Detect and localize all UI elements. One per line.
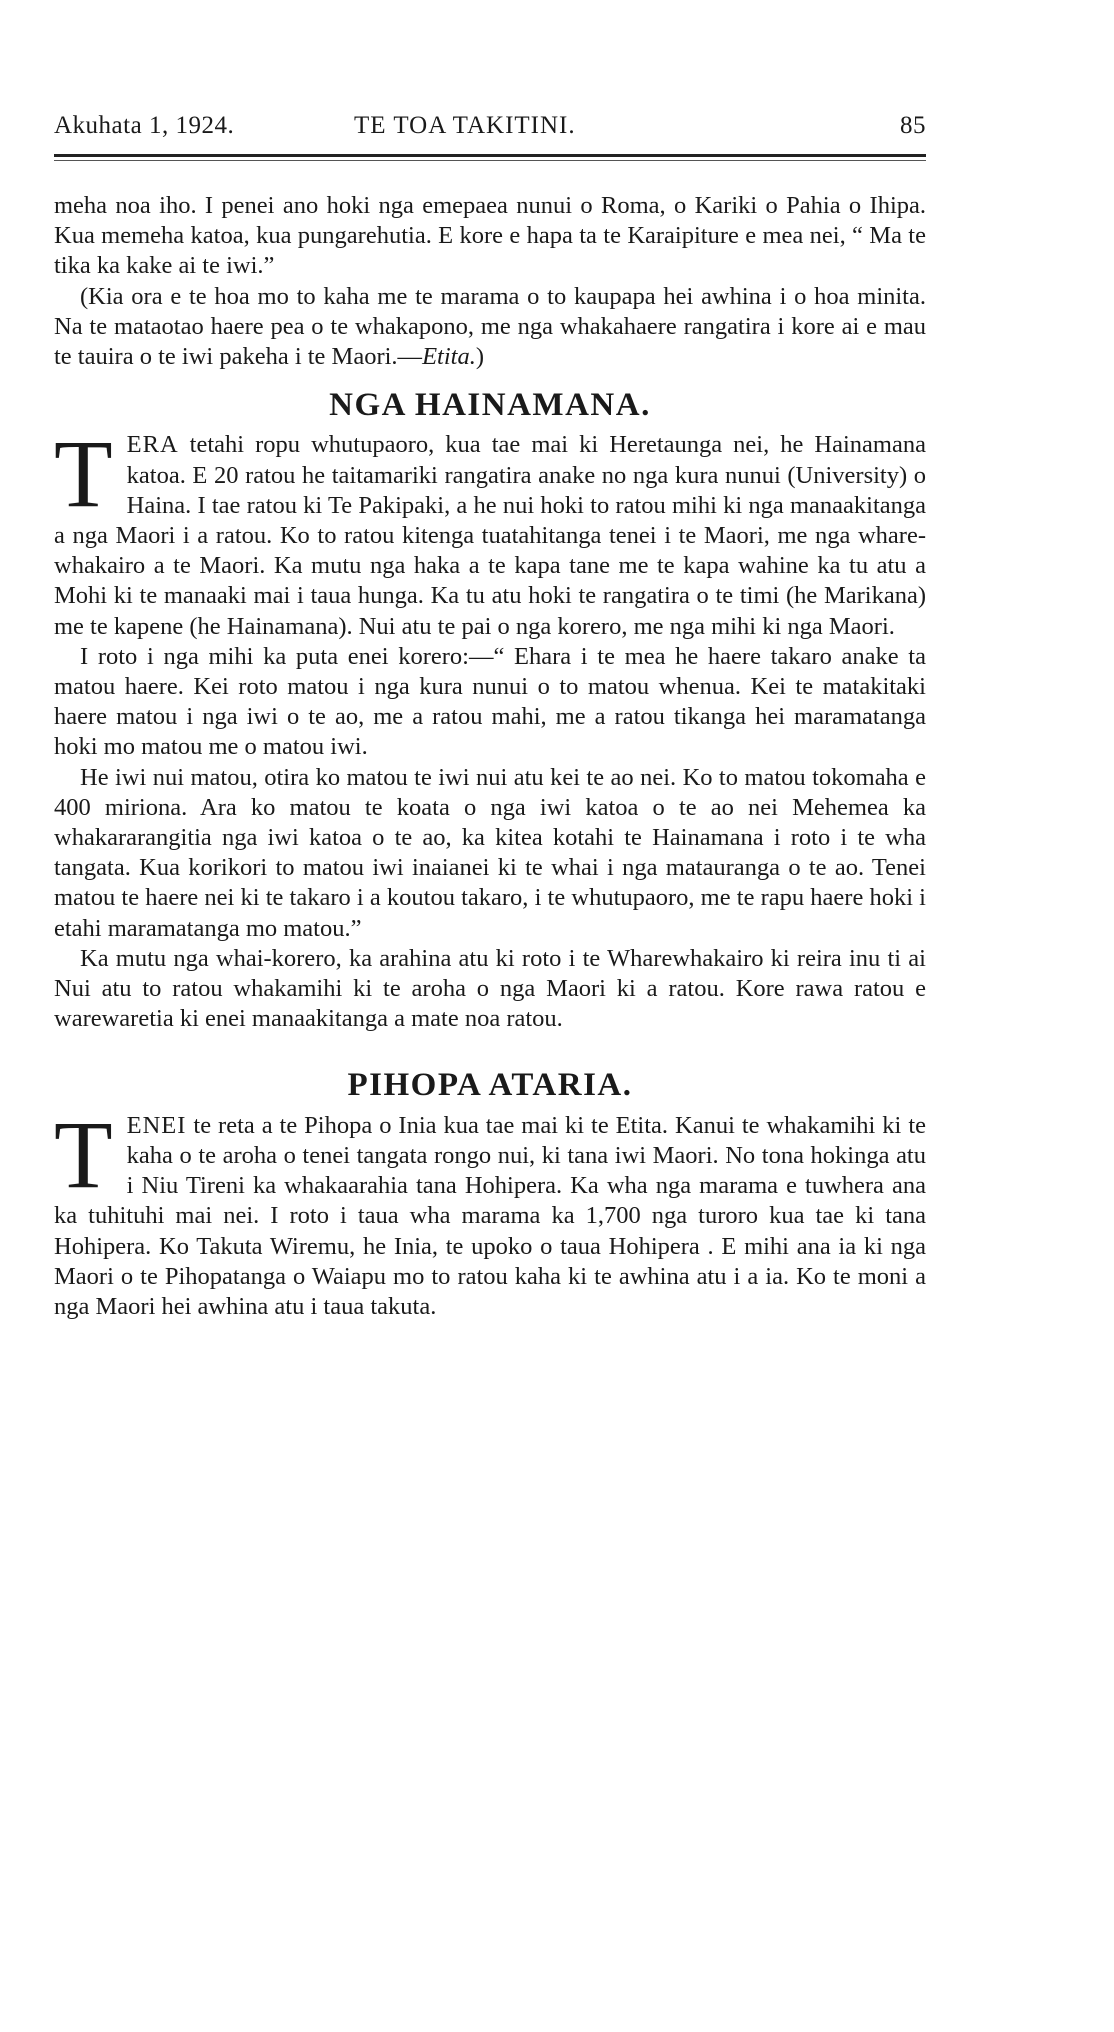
journal-page [54, 112, 926, 1322]
running-head [54, 112, 926, 150]
drop-cap-letter: T [54, 420, 113, 528]
section-heading-nga-hainamana: NGA HAINAMANA. [329, 387, 651, 424]
section2-paragraph-1 [54, 1100, 926, 1322]
section1-first-word: ERA [126, 431, 179, 459]
header-rule-thin [54, 160, 926, 161]
issue-date: Akuhata 1, 1924. [54, 112, 235, 139]
article-body [54, 191, 926, 1322]
editor-signature: Etita. [422, 343, 476, 371]
section1-paragraph-2: I roto i nga mihi ka puta enei korero:—“ Ehara i te mea he haere takaro anake ta matou haere. Kei roto matou i nga kura nunui o to matou whenua. Kei te matakitaki haere matou i nga iwi o te ao, me a ratou mahi, me a ratou tikanga hei maramatanga hoki mo matou me o matou iwi. [54, 642, 926, 761]
section-heading-pihopa-ataria: PIHOPA ATARIA. [347, 1067, 633, 1104]
section1-paragraph-1-text: tetahi ropu whutupaoro, kua tae mai ki Heretaunga nei, he Hainamana katoa. E 20 ratou he taitamariki rangatira anake no nga kura nunui (University) o Haina. I tae ratou ki Te Pakipaki, a he nui hoki to ratou mihi ki nga manaakitanga a nga Maori i a ratou. Ko to ratou kitenga tuatahitanga tenei i te Maori, me nga whare-whakairo a te Maori. Ka mutu nga haka a te kapa tane me te kapa wahine ka tu atu a Mohi ki te manaaki mai i taua hunga. Ka tu atu hoki te rangatira o te timi (he Marikana) me te kapene (he Hainamana). Nui atu te pai o nga korero, me nga mihi ki nga Maori. [54, 431, 926, 640]
section1-paragraph-3: He iwi nui matou, otira ko matou te iwi nui atu kei te ao nei. Ko to matou tokomaha e 400 miriona. Ara ko matou te koata o nga iwi katoa o te ao nei Mehemea ka whakararangitia nga iwi katoa o te ao, ka kitea kotahi te Hainamana i roto i te wha tangata. Kua korikori to matou iwi inaianei ki te whai i nga matauranga o te ao. Tenei matou te haere nei ki te takaro i a koutou takaro, i te whutupaoro, me te rapu haere hoki i etahi maramatanga mo matou.” [54, 763, 926, 942]
section1-paragraph-1 [54, 420, 926, 641]
section2-first-word: ENEI [126, 1111, 187, 1139]
section1-paragraph-4: Ka mutu nga whai-korero, ka arahina atu ki roto i te Wharewhakairo ki reira inu ti ai Nui atu to ratou whakamihi ki te aroha o nga Maori ki a ratou. Kore rawa ratou e warewaretia ki enei manaakitanga a mate noa ratou. [54, 944, 926, 1033]
journal-title: TE TOA TAKITINI. [354, 112, 576, 139]
drop-cap-letter: T [54, 1100, 113, 1208]
editor-note-close: ) [475, 343, 484, 371]
header-rule-thick [54, 154, 926, 157]
intro-paragraph-2 [54, 282, 926, 373]
editor-note-text: (Kia ora e te hoa mo to kaha me te marama o to kaupapa hei awhina i o hoa minita. Na te mataotao haere pea o te whakapono, me nga whakahaere rangatira i kore ai e mau te tauira o te iwi pakeha i te Maori.— [54, 282, 926, 371]
intro-paragraph-1: meha noa iho. I penei ano hoki nga emepaea nunui o Roma, o Kariki o Pahia o Ihipa. Kua memeha katoa, kua pungarehutia. E kore e hapa ta te Karaipiture e mea nei, “ Ma te tika ka kake ai te iwi.” [54, 192, 926, 280]
section2-paragraph-1-text: te reta a te Pihopa o Inia kua tae mai ki te Etita. Kanui te whakamihi ki te kaha o te aroha o tenei tangata rongo nui, ki tana iwi Maori. No tona hokinga atu i Niu Tireni ka whakaarahia tana Hohipera. Ka wha nga marama e tuwhera ana ka tuhituhi mai nei. I roto i taua wha marama ka 1,700 nga turoro kua tae ki tana Hohipera. Ko Takuta Wiremu, he Inia, te upoko o taua Hohipera . E mihi ana ia ki nga Maori o te Pihopatanga o Waiapu mo to ratou kaha ki te awhina atu i a ia. Ko te moni a nga Maori hei awhina atu i taua takuta. [54, 1111, 926, 1320]
page-number: 85 [900, 112, 926, 139]
